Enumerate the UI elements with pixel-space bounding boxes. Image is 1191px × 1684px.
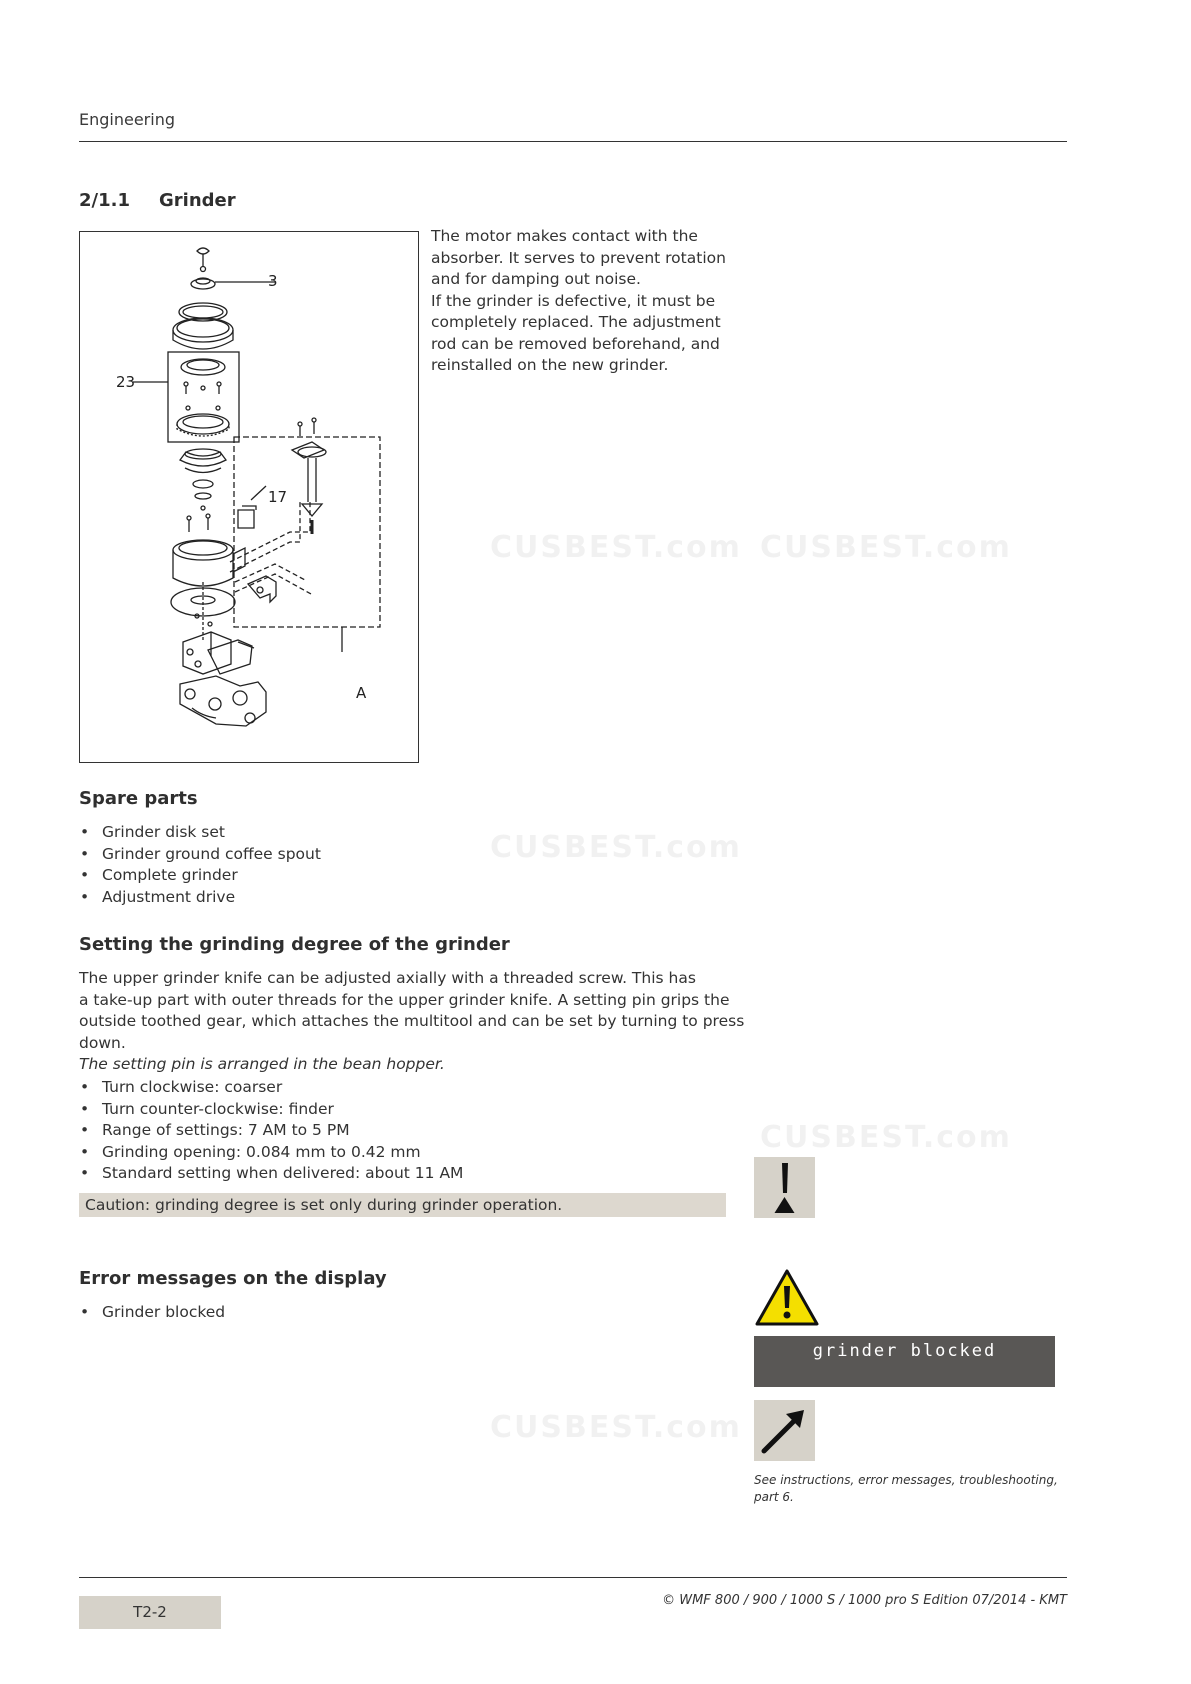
list-item: • Complete grinder — [79, 865, 321, 887]
list-item: • Range of settings: 7 AM to 5 PM — [79, 1120, 463, 1142]
error-messages-heading: Error messages on the display — [79, 1268, 387, 1289]
paragraph-line: outside toothed gear, which attaches the multitool and can be set by turning to press — [79, 1012, 745, 1031]
paragraph-line: down. — [79, 1033, 126, 1052]
wrench-arrow-icon — [754, 1400, 815, 1461]
watermark: CUSBEST.com — [490, 1410, 742, 1445]
callout-17: 17 — [268, 488, 288, 506]
list-item: • Turn clockwise: coarser — [79, 1077, 463, 1099]
machine-display: grinder blocked — [754, 1336, 1055, 1387]
callout-23: 23 — [116, 373, 136, 391]
footer-text: © WMF 800 / 900 / 1000 S / 1000 pro S Edition 07/2014 - KMT — [662, 1593, 1067, 1608]
reference-note — [754, 1472, 1058, 1506]
warning-triangle-icon — [754, 1268, 820, 1328]
intro-line: and for damping out noise. — [431, 270, 641, 288]
watermark: CUSBEST.com — [760, 1120, 1012, 1155]
spare-parts-heading: Spare parts — [79, 788, 198, 809]
section-number: 2/1.1 — [79, 190, 130, 211]
page-number: T2-2 — [79, 1596, 221, 1629]
callout-3: 3 — [268, 272, 278, 290]
section-title — [79, 190, 236, 211]
running-header: Engineering — [79, 110, 175, 129]
list-item: • Adjustment drive — [79, 887, 321, 909]
list-item: • Standard setting when delivered: about 11 AM — [79, 1163, 463, 1185]
grinder-exploded-drawing — [80, 232, 418, 762]
watermark: CUSBEST.com — [490, 530, 742, 565]
paragraph-line: The upper grinder knife can be adjusted axially with a threaded screw. This has — [79, 969, 696, 987]
list-item: • Grinding opening: 0.084 mm to 0.42 mm — [79, 1142, 463, 1164]
note-line: See instructions, error messages, troubleshooting, — [754, 1473, 1058, 1487]
intro-line: completely replaced. The adjustment — [431, 313, 721, 331]
footer-rule — [79, 1577, 1067, 1578]
spare-parts-list — [79, 822, 321, 908]
exploded-view-figure — [79, 231, 419, 763]
watermark: CUSBEST.com — [490, 830, 742, 865]
intro-line: If the grinder is defective, it must be — [431, 291, 716, 310]
list-item: • Grinder blocked — [79, 1302, 225, 1324]
error-list — [79, 1302, 225, 1324]
callout-A: A — [356, 684, 367, 702]
note-line: part 6. — [754, 1490, 794, 1504]
watermark: CUSBEST.com — [760, 530, 1012, 565]
setting-heading: Setting the grinding degree of the grinder — [79, 934, 510, 955]
italic-note: The setting pin is arranged in the bean hopper. — [79, 1055, 445, 1074]
intro-line: absorber. It serves to prevent rotation — [431, 248, 726, 267]
list-item: • Turn counter-clockwise: finder — [79, 1099, 463, 1121]
intro-line: rod can be removed beforehand, and — [431, 334, 720, 353]
intro-line: reinstalled on the new grinder. — [431, 356, 669, 374]
intro-line: The motor makes contact with the — [431, 227, 698, 245]
setting-list — [79, 1077, 463, 1185]
paragraph-line: a take-up part with outer threads for the upper grinder knife. A setting pin grips the — [79, 990, 730, 1009]
intro-paragraph — [431, 226, 731, 377]
section-title-text: Grinder — [159, 190, 236, 211]
setting-paragraph — [79, 968, 745, 1076]
list-item: • Grinder ground coffee spout — [79, 844, 321, 866]
header-rule — [79, 141, 1067, 142]
caution-bar: Caution: grinding degree is set only during grinder operation. — [79, 1193, 726, 1217]
exclamation-icon — [754, 1157, 815, 1218]
list-item: • Grinder disk set — [79, 822, 321, 844]
